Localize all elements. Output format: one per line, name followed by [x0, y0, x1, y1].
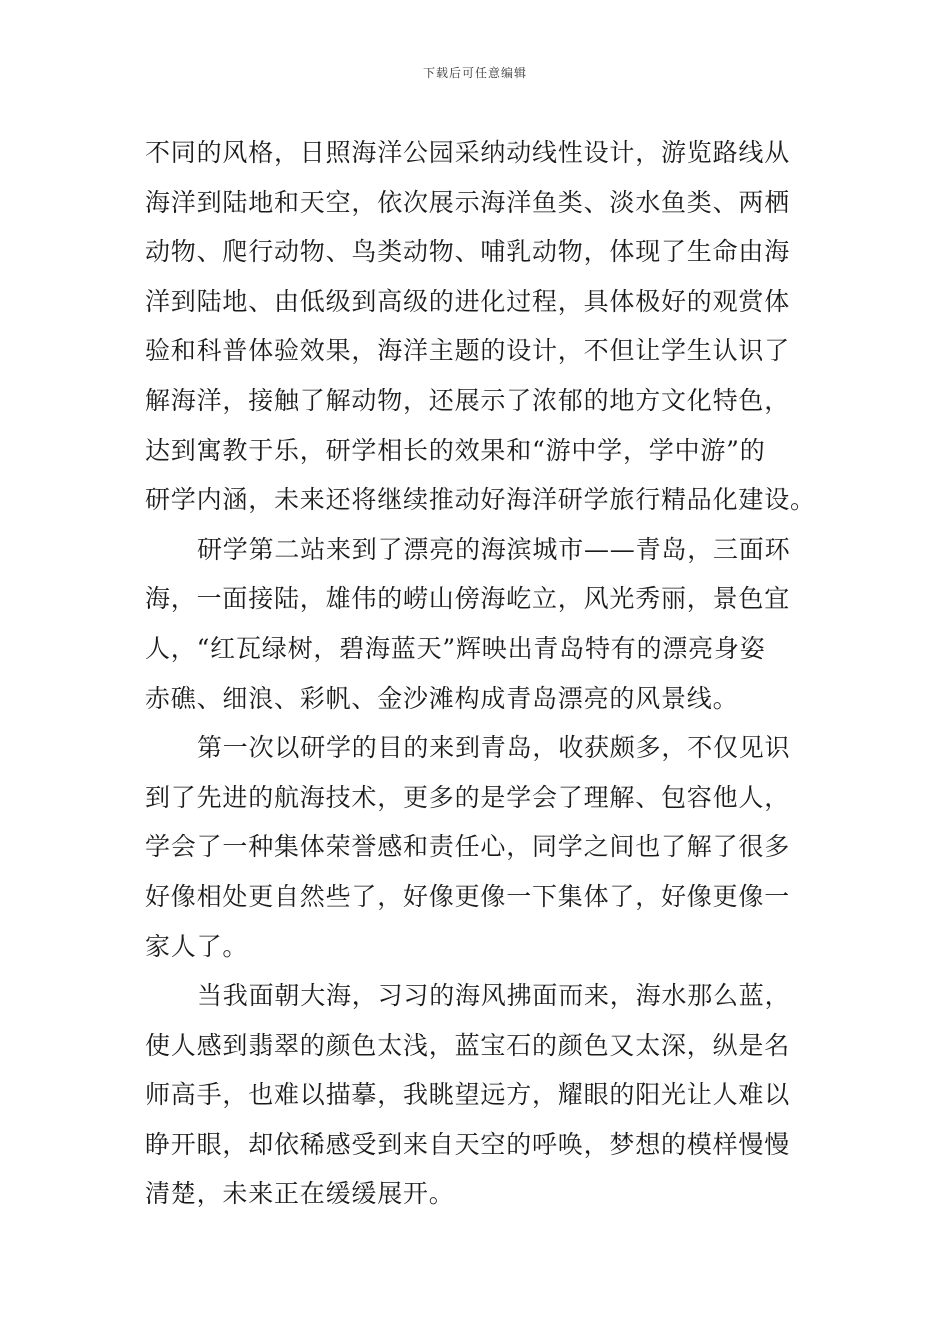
paragraph-1-line-1: 不同的风格，日照海洋公园采纳动线性设计，游览路线从 [145, 138, 791, 167]
paragraph-1-line-7: 达到寓教于乐，研学相长的效果和“游中学，学中游”的 [145, 435, 766, 465]
paragraph-1-line-4: 洋到陆地、由低级到高级的进化过程，具体极好的观赏体 [145, 286, 791, 316]
paragraph-4-line-3: 师高手，也难以描摹，我眺望远方，耀眼的阳光让人难以 [145, 1080, 791, 1110]
document-body [145, 128, 817, 1219]
page-header: 下载后可任意编辑 [422, 66, 527, 80]
paragraph-1-line-3: 动物、爬行动物、鸟类动物、哺乳动物，体现了生命由海 [145, 237, 791, 267]
paragraph-3-line-5: 家人了。 [145, 931, 249, 961]
paragraph-3-line-4: 好像相处更自然些了，好像更像一下集体了，好像更像一 [145, 881, 791, 911]
paragraph-1-line-2: 海洋到陆地和天空，依次展示海洋鱼类、淡水鱼类、两栖 [145, 187, 791, 217]
paragraph-4-line-2: 使人感到翡翠的颜色太浅，蓝宝石的颜色又太深，纵是名 [145, 1030, 791, 1060]
paragraph-4-line-5: 清楚，未来正在缓缓展开。 [145, 1179, 455, 1209]
paragraph-2-line-4: 赤礁、细浪、彩帆、金沙滩构成青岛漂亮的风景线。 [145, 683, 739, 713]
paragraph-1-line-8: 研学内涵，未来还将继续推动好海洋研学旅行精品化建设。 [145, 485, 816, 515]
paragraph-2-line-3: 人，“红瓦绿树，碧海蓝天”辉映出青岛特有的漂亮身姿 [145, 633, 766, 663]
paragraph-3-line-2: 到了先进的航海技术，更多的是学会了理解、包容他人， [145, 782, 791, 812]
paragraph-4-line-1: 当我面朝大海，习习的海风拂面而来，海水那么蓝， [197, 981, 791, 1011]
paragraph-2-line-1: 研学第二站来到了漂亮的海滨城市——青岛，三面环 [197, 534, 791, 564]
paragraph-3-line-3: 学会了一种集体荣誉感和责任心，同学之间也了解了很多 [145, 832, 791, 862]
paragraph-3-line-1: 第一次以研学的目的来到青岛，收获颇多，不仅见识 [197, 733, 791, 763]
paragraph-1-line-5: 验和科普体验效果，海洋主题的设计，不但让学生认识了 [145, 336, 791, 366]
paragraph-2-line-2: 海，一面接陆，雄伟的崂山傍海屹立，风光秀丽，景色宜 [145, 584, 791, 614]
paragraph-4-line-4: 睁开眼，却依稀感受到来自天空的呼唤，梦想的模样慢慢 [145, 1129, 791, 1159]
paragraph-1-line-6: 解海洋，接触了解动物，还展示了浓郁的地方文化特色， [145, 385, 791, 415]
